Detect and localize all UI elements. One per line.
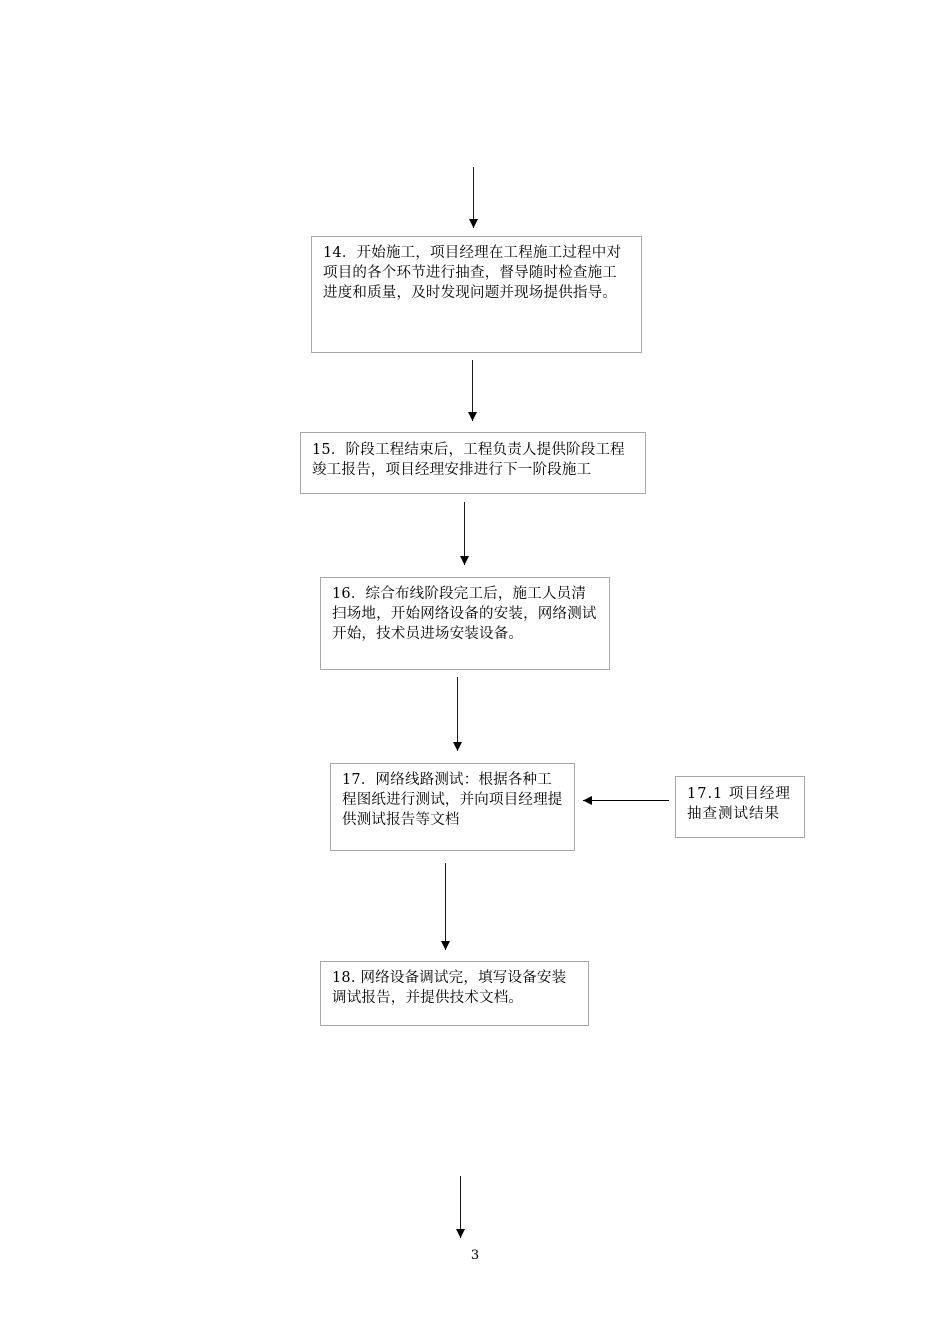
page-number: 3 [470, 1248, 480, 1263]
step-14-text: 14．开始施工，项目经理在工程施工过程中对项目的各个环节进行抽查，督导随时检查施工进度和质量，及时发现问题并现场提供指导。 [323, 245, 622, 301]
step-17-1-text: 17.1 项目经理抽查测试结果 [687, 786, 791, 822]
step-17-box [330, 763, 575, 851]
step-15-box [300, 432, 646, 494]
step-17-text: 17．网络线路测试：根据各种工程图纸进行测试，并向项目经理提供测试报告等文档 [342, 772, 563, 828]
step-18-box [320, 961, 589, 1026]
step-14-box [311, 236, 642, 353]
step-16-box [320, 577, 610, 670]
step-18-text: 18. 网络设备调试完，填写设备安装调试报告，并提供技术文档。 [332, 970, 567, 1006]
step-15-text: 15．阶段工程结束后，工程负责人提供阶段工程竣工报告，项目经理安排进行下一阶段施工 [312, 442, 625, 478]
step-17-1-box [675, 776, 805, 838]
step-16-text: 16．综合布线阶段完工后，施工人员清扫场地，开始网络设备的安装，网络测试开始，技术员进场安装设备。 [332, 586, 597, 642]
